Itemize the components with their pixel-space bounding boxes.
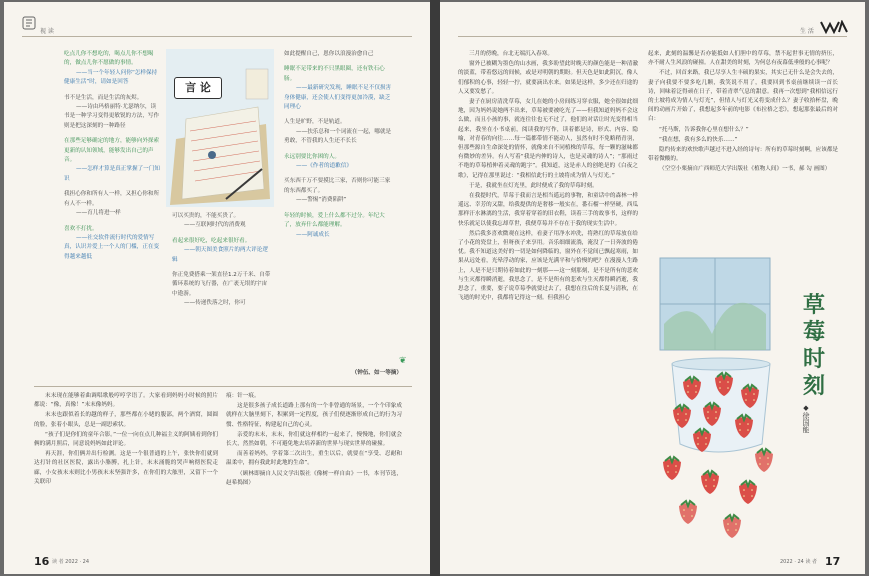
illustration-desk — [166, 49, 274, 207]
paragraph: 隐约传来的欢快歌声越过不进入经的诗句：所有的草莓时刻啊，应该都是带着微酸的。 — [648, 147, 838, 163]
paragraph: 痕：针一痕。 — [226, 393, 260, 399]
title-char: 莓 — [802, 319, 825, 345]
leaf-ornament-icon: ❦ — [399, 356, 407, 366]
binding-gutter — [430, 0, 440, 576]
strawberry-icon — [663, 457, 681, 480]
article-column-1 — [458, 50, 638, 555]
header-rule — [22, 36, 412, 37]
left-page — [4, 2, 430, 574]
article-column-2 — [648, 50, 838, 250]
quote-column-middle — [172, 212, 272, 390]
quote-item: 可以买贵的，不能买贵了。 ——互联网时代的消费观 — [172, 213, 246, 229]
strawberry-icon — [673, 405, 691, 428]
right-page — [440, 2, 865, 574]
right-header — [440, 2, 865, 34]
title-char: 刻 — [802, 373, 825, 399]
source-note: （空空小栗摘自广西师范大学出版社《植物人间》一书，郝 勾 画图） — [659, 166, 831, 173]
page-number: 17 — [825, 555, 841, 568]
strawberry-icon — [723, 515, 741, 538]
source-note: （顾林即摘自人民文学出版社《像树一样自由》一书，本刊节选，赵希捣图） — [226, 470, 402, 486]
strawberry-icon — [703, 403, 721, 426]
title-char: 草 — [802, 292, 825, 318]
strawberry-icon — [693, 429, 711, 452]
quote-item: 人生是旷野，不是轨道。 ——扶乐总和一个词流在一起，哪就是勇敢，不管我的人生还不长长 — [284, 119, 392, 145]
quote-item: 在那些足够确定的地方，能够向外探索更新的认知领域，能够发出自己的声音。 ——怎样才算是真正掌握了一门知识 — [64, 138, 160, 182]
paragraph: “我在想，我有多么的快乐……” — [659, 136, 738, 143]
strawberries — [652, 254, 792, 554]
paragraph: 而善着妈妈，学着第二次出生，重生以后，就要在“享受、忍耐和温柔中，拥有我此时此地的生命”。 — [226, 451, 402, 467]
article-title — [794, 292, 834, 400]
story-column-2 — [226, 392, 402, 552]
section-divider — [34, 386, 412, 387]
strawberry-icon — [683, 377, 701, 400]
quote-item: 永远别要比你困的人。 ——《作者的道歉信》 — [284, 153, 352, 170]
strawberry-icon — [741, 385, 759, 408]
page-issue: 读 者 2022 · 24 — [52, 559, 90, 565]
paragraph: 亲爱的末末，末末，你们就这样相约一起来了，慢慢地，你们就会长大，然然如朝，不可避免地去培养新的世界与现实世界的碰撞。 — [226, 431, 402, 448]
paragraph: 起来，此刻的温馨是否亦能抵如人们胆中的草莓，禁不起世事无情的挤压，亦不耐人生风浪的碰撞。人在甜美的时刻，为何总有夜幕低垂般的心事呢？ — [648, 51, 838, 67]
paragraph: 末末也跟似着长的越的样子，那些都在小姥的腹部，两个酒窝，圆圆的脸，张着小眼头，总是一副思索状。 — [34, 412, 218, 428]
paragraph: 不过，回首来路，我已尽享人生丰硕的果实，其实已无什么是会失去的，妻子向我要不要多吃几颗，我笑说不用了，我要回到书桌前继续读一首长诗，回味着泛得顽在日子，带着青翠气息的甜意。我再一次想到“我相信远行的土坡将成为情人与灯光”，但情人与灯光又将变成什么？妻子收拾杯盘，晚间的动画片开始了，我想起多年前的电影《布拉格之恋》，想起那张最后的对白： — [648, 70, 838, 123]
paragraph: 在我提时代，草莓于我而言是相当遥远的事物，和童话中的森林一样遥远、幸芳的又甜，给我提供的是奢移一般实在，番石榴一样坚硬，西瓜那样汗水淋漓的生活，我穿着穿着的旧衣鞋，读着三手的故事书，这样的快乐就足以使我忘却草世，我便草莓并不存在于我的现实生活中。 — [458, 193, 638, 227]
story-column-1 — [34, 392, 218, 552]
quote-item: 吃点儿你不想吃的，喝点儿你不想喝的，做点儿你不愿做的事情。 ——当一个年轻人问你“怎样保持健康生活”时，请如是回答 — [64, 51, 158, 86]
paragraph: 于是，我就坐在灯光里，此时便成了我的草莓时刻。 — [469, 182, 598, 189]
writing-paper-illustration — [166, 49, 274, 207]
quote-item: 书不是生活，而是生活的灰烬。 ——诗由玛格丽特·尤瑟纳尔，读书是一种学习变得更敏锐的方法，写作则是把这深刻的一种路径 — [64, 94, 160, 129]
page-issue: 2022 · 24 读 者 — [780, 559, 818, 565]
strawberry-group-icon — [652, 254, 792, 554]
quote-item: 我担心你和所有人一样，又担心你和所有人不一样。 ——育儿将进一样 — [64, 191, 160, 217]
yanlun-badge: 言 论 — [174, 77, 222, 99]
quote-item: 睡眠不足带来的不只黑眼圈，还有铁石心肠。 ——最新研究发现，睡眠不足不仅损害身体健康，还会使人们变得更加冷漠，缺乏同理心 — [284, 66, 392, 111]
title-char: 时 — [802, 346, 825, 372]
quote-column-left — [64, 50, 160, 390]
paragraph: 再天涯，你们俩并出行检测。这是一个很普通的上午，张快你们就到达打针的社区医院，露出小胳膊，扎上针，末末涌脆的哭声响彻医院走廊，小女孩末末则比小男孩末末坚强许多，在你们的大舷里，又留下一个关联印 — [34, 451, 218, 485]
paragraph: 这是很多孩子成长道路上那有的一个非曾通的场景，一个个印象成就样在大脑里刻下，积累到一定程度，孩子们便逐渐形成自己的行为习惯、性格特征，构建起自己的心灵。 — [226, 403, 402, 428]
magazine-logo-icon — [22, 16, 36, 30]
paragraph: 末末现在能够着曲调唱歌般哼哼学语了。大家看到妈妈小时候的照片都说：“像，真像！”末末像妈妈。 — [34, 393, 218, 409]
strawberry-icon — [735, 415, 753, 438]
quote-item: 年轻的时候，爱上什么都不过分。年纪大了，放弃什么都能理解。 ——阿诚成长 — [284, 212, 385, 238]
strawberry-icon — [679, 501, 697, 524]
page-number: 16 — [34, 555, 50, 568]
magazine-logo-icon — [820, 20, 848, 34]
quote-item: 看起来很好吃，吃起来很好看。 ——朝天图美食照片的两大评论逻辑 — [172, 237, 268, 263]
paragraph: 窗外已被糊为墨色的山水画，我多盼望此时晚天的颜色能是一种清澈的淡蓝，带着悠远的间候，或是对明朝的期盼。但天色是如此阴沉，像人们郁积的心事，轻轻一拧，就要滴出水来。如果是这样，多少还在归途的人又要发愁了。 — [458, 61, 638, 95]
strawberry-icon — [755, 449, 773, 472]
strawberry-icon — [701, 471, 719, 494]
paragraph: “托马斯，告诉我你心里在想什么？” — [659, 126, 749, 133]
quote-column-right — [284, 50, 392, 380]
header-rule — [458, 36, 847, 37]
strawberry-icon — [715, 373, 733, 396]
strawberry-icon — [739, 481, 757, 504]
section-label: 生 活 — [800, 28, 814, 35]
paragraph: 妻子在厨房清洗草莓，女儿在她的小房间练习穿衣服，她全很如此细地，因为妈妈说她两不出来，草莓被要被吃光了——但我知道妈妈不会这么做，而且小孩的事，就连往往也无不过了，他们的对话让时光变得相当起来，我坐在小书桌前，阅读我的写作，读着都是诗，形式、内容、隐喻，对青春的向往……每一篇都带情不能动人，虽然有时不免略稍青羽，但那些源自生命深处的情怀，就像来自不同植株的草莓，每一颗的滋味都有微妙的差异。有人写着“我是内伸的诗人，也是灵魂的诗人”；“那雨过不绝的草莓植伸着灵魂的跑字”。我知道，这是赤人的创绝是的《白夜之歌》，记得在那里说过：“我相信此行的土坡将成为情人与灯光。” — [458, 99, 638, 179]
author-name: ◆徐国能 — [802, 404, 810, 433]
section-label: 视 读 — [40, 28, 54, 35]
left-header — [4, 2, 430, 34]
quotes-credit: （钟伍、如一等摘） — [351, 370, 402, 376]
quote-item: 喜欢不打扰。 ——社交软件流行时代的爱情写真，认识并爱上一个人的门槛，正在变得越来越低 — [64, 225, 160, 260]
quote-item: 买东西千万不要摸比三家，否则你可能三家的东西都买了。 ——警惕“消费陷阱” — [284, 178, 391, 204]
quote-item: 你正免费搭乘一架直径1.2万千米、自带循环系统的飞行器，在广袤无垠的宇宙中遨游。 ——传递佚落之时，你可 — [172, 272, 271, 307]
paragraph: 三月的傍晚，台北无端沉入春寒。 — [469, 51, 553, 57]
paragraph: 然后我多喜欢微观在这样，看妻子用净水冲洗，将熟红的草莓放在给了小花的瓷盘上，但呀孩子来享用。音乐细细流淌，淹没了一日奔波的倦忧。我不知道这美好的一切是如何降临的，窗外在不觉间已飘起寒雨，如果从远处看，光晕浮动的家，应该是光满平和与恰慢的吧？在漫漫人生路上，人是不是只期待着如此的一刻那——这一刻那刻，是不是所有的悲欢与生灭都得瞬消逝，我思念了，是不是所有的悲欢与生灭都得瞬消逝，我思念了，重要，要子说草莓季就要过去了，我想在往后的长夏与清秋，在飞逝的时光中，我都将记得这一刻。但我担心 — [458, 230, 638, 302]
quote-item: 如此提醒自己，恩你以浪漫治愈自己 — [284, 51, 374, 57]
paragraph: “孩子们是你们的童年合影。”一位一向在点几种福主义的阿姨看到你们俩的满月照后，同意说妈妈如此评论。 — [34, 431, 218, 448]
